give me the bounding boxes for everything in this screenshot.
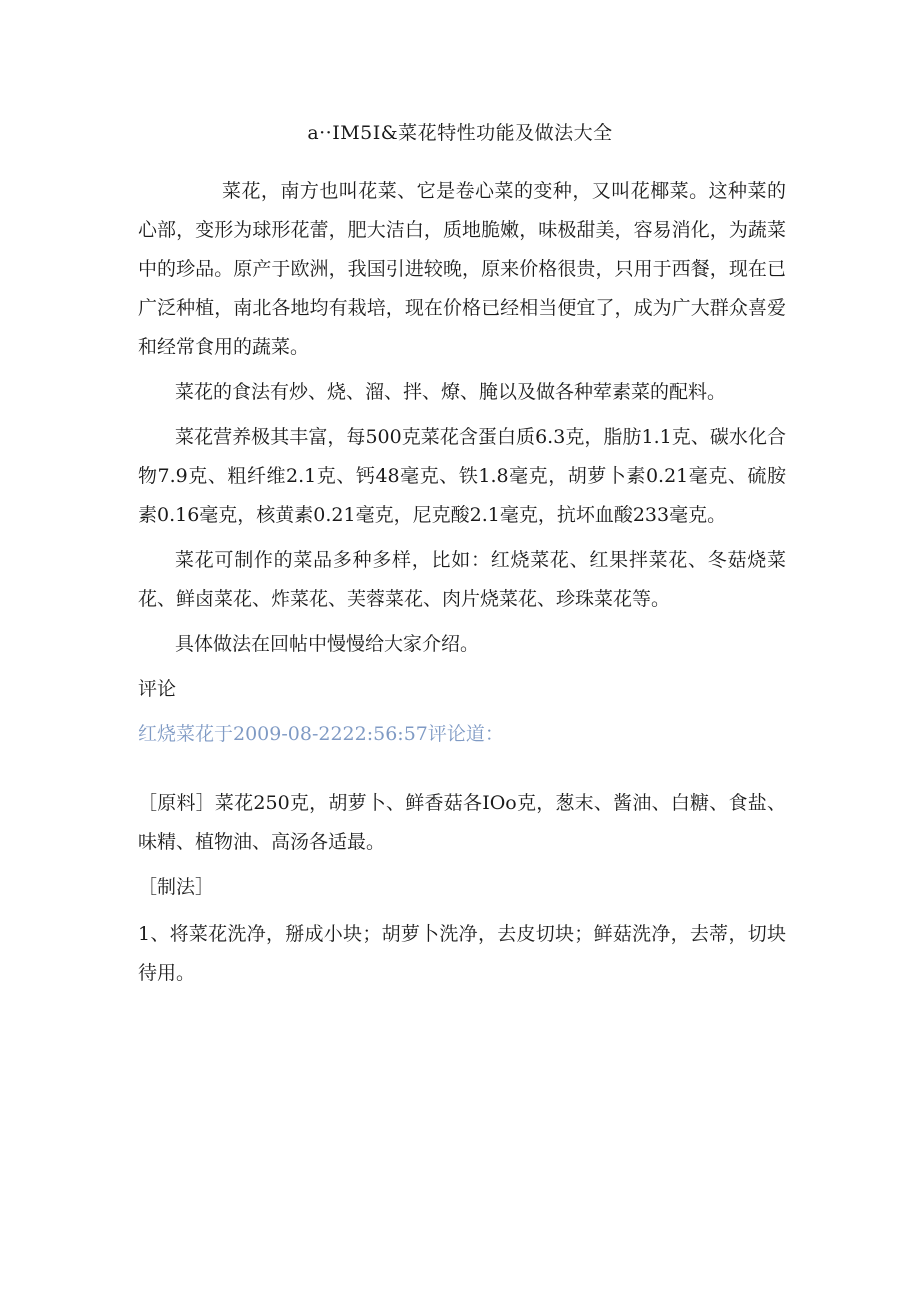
ingredients-paragraph: ［原料］菜花250克，胡萝卜、鲜香菇各IOo克，葱末、酱油、白糖、食盐、味精、植物油、高汤各适最。	[138, 792, 786, 853]
paragraph-nutrition: 菜花营养极其丰富，每500克菜花含蛋白质6.3克，脂肪1.1克、碳水化合物7.9克、粗纤维2.1克、钙48毫克、铁1.8毫克，胡萝卜素0.21毫克、硫胺素0.16毫克，核黄素0.21毫克，尼克酸2.1毫克，抗坏血酸233毫克。	[138, 426, 786, 526]
method-label: ［制法］	[138, 876, 215, 898]
comments-label: 评论	[138, 678, 177, 700]
paragraph-dishes: 菜花可制作的菜品多种多样，比如：红烧菜花、红果拌菜花、冬菇烧菜花、鲜卤菜花、炸菜花、芙蓉菜花、肉片烧菜花、珍珠菜花等。	[138, 549, 786, 610]
document-title: a··IM5I&菜花特性功能及做法大全	[307, 122, 613, 144]
paragraph-intro: 菜花，南方也叫花菜、它是卷心菜的变种，又叫花椰菜。这种菜的心部，变形为球形花蕾，肥大洁白，质地脆嫩，味极甜美，容易消化，为蔬菜中的珍品。原产于欧洲，我国引进较晚，原来价格很贵，只用于西餐，现在已广泛种植，南北各地均有栽培，现在价格已经相当便宜了，成为广大群众喜爱和经常食用的蔬菜。	[138, 180, 786, 358]
paragraph-cooking-methods: 菜花的食法有炒、烧、溜、拌、燎、腌以及做各种荤素菜的配料。	[175, 381, 727, 403]
comment-header: 红烧菜花于2009-08-2222:56:57评论道：	[138, 723, 504, 745]
method-step-1: 1、将菜花洗净，掰成小块；胡萝卜洗净，去皮切块；鲜菇洗净，去蒂，切块待用。	[138, 923, 786, 984]
document-body	[138, 172, 786, 999]
paragraph-followup: 具体做法在回帖中慢慢给大家介绍。	[175, 633, 480, 655]
